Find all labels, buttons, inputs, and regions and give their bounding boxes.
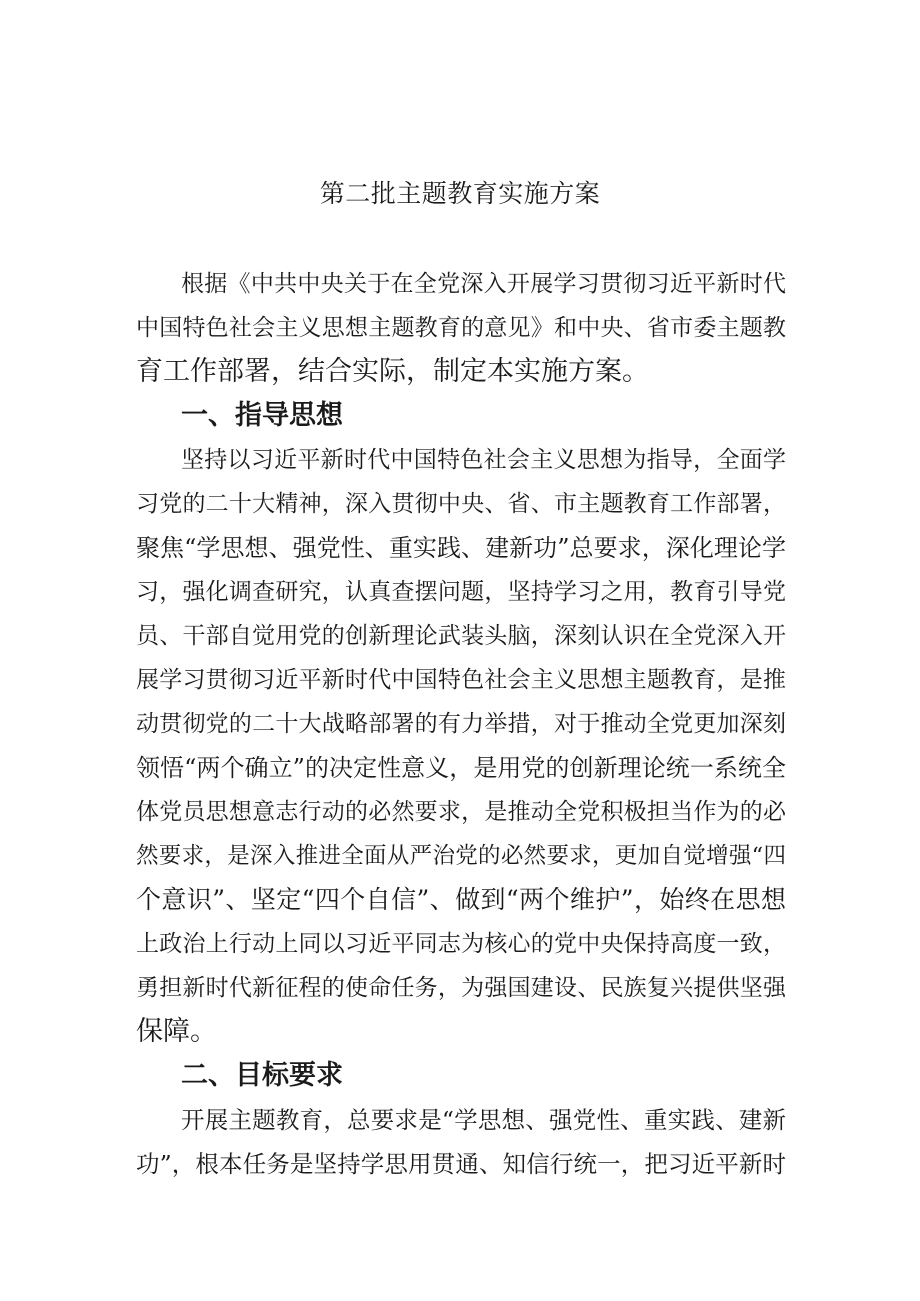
intro-line-2: 中国特色社会主义思想主题教育的意见》和中央、省市委主题教 <box>136 315 786 341</box>
section1-line-4: 习，强化调查研究，认真查摆问题，坚持学习之用，教育引导党 <box>136 579 786 605</box>
section1-line-8: 领悟“两个确立”的决定性意义，是用党的创新理论统一系统全 <box>136 754 786 782</box>
section1-line-6: 展学习贯彻习近平新时代中国特色社会主义思想主题教育，是推 <box>136 667 786 693</box>
section1-line-10: 然要求，是深入推进全面从严治党的必然要求，更加自觉增强“四 <box>136 843 786 869</box>
section-heading-guiding-thought: 一、指导思想 <box>181 400 343 431</box>
document-title: 第二批主题教育实施方案 <box>319 179 601 208</box>
section1-line-2: 习党的二十大精神，深入贯彻中央、省、市主题教育工作部署， <box>136 491 786 517</box>
section1-line-12: 上政治上行动上同以习近平同志为核心的党中央保持高度一致， <box>136 931 786 957</box>
section1-line-7: 动贯彻党的二十大战略部署的有力举措，对于推动全党更加深刻 <box>136 711 786 737</box>
intro-line-1: 根据《中共中央关于在全党深入开展学习贯彻习近平新时代 <box>181 271 786 297</box>
section1-line-11: 个意识”、坚定“四个自信”、做到“两个维护”，始终在思想 <box>136 885 786 914</box>
section2-line-1: 开展主题教育，总要求是“学思想、强党性、重实践、建新 <box>181 1106 786 1134</box>
section1-line-9: 体党员思想意志行动的必然要求，是推动全党积极担当作为的必 <box>136 799 786 825</box>
section2-line-2: 功”，根本任务是坚持学思用贯通、知信行统一，把习近平新时 <box>136 1150 786 1178</box>
section-heading-objectives: 二、目标要求 <box>181 1060 343 1091</box>
section1-line-14: 保障。 <box>136 1016 217 1047</box>
intro-line-3: 育工作部署，结合实际，制定本实施方案。 <box>136 356 649 387</box>
section1-line-1: 坚持以习近平新时代中国特色社会主义思想为指导，全面学 <box>181 447 786 473</box>
section1-line-3: 聚焦“学思想、强党性、重实践、建新功”总要求，深化理论学 <box>136 534 786 562</box>
section1-line-5: 员、干部自觉用党的创新理论武装头脑，深刻认识在全党深入开 <box>136 623 786 649</box>
section1-line-13: 勇担新时代新征程的使命任务，为强国建设、民族复兴提供坚强 <box>136 975 786 1001</box>
